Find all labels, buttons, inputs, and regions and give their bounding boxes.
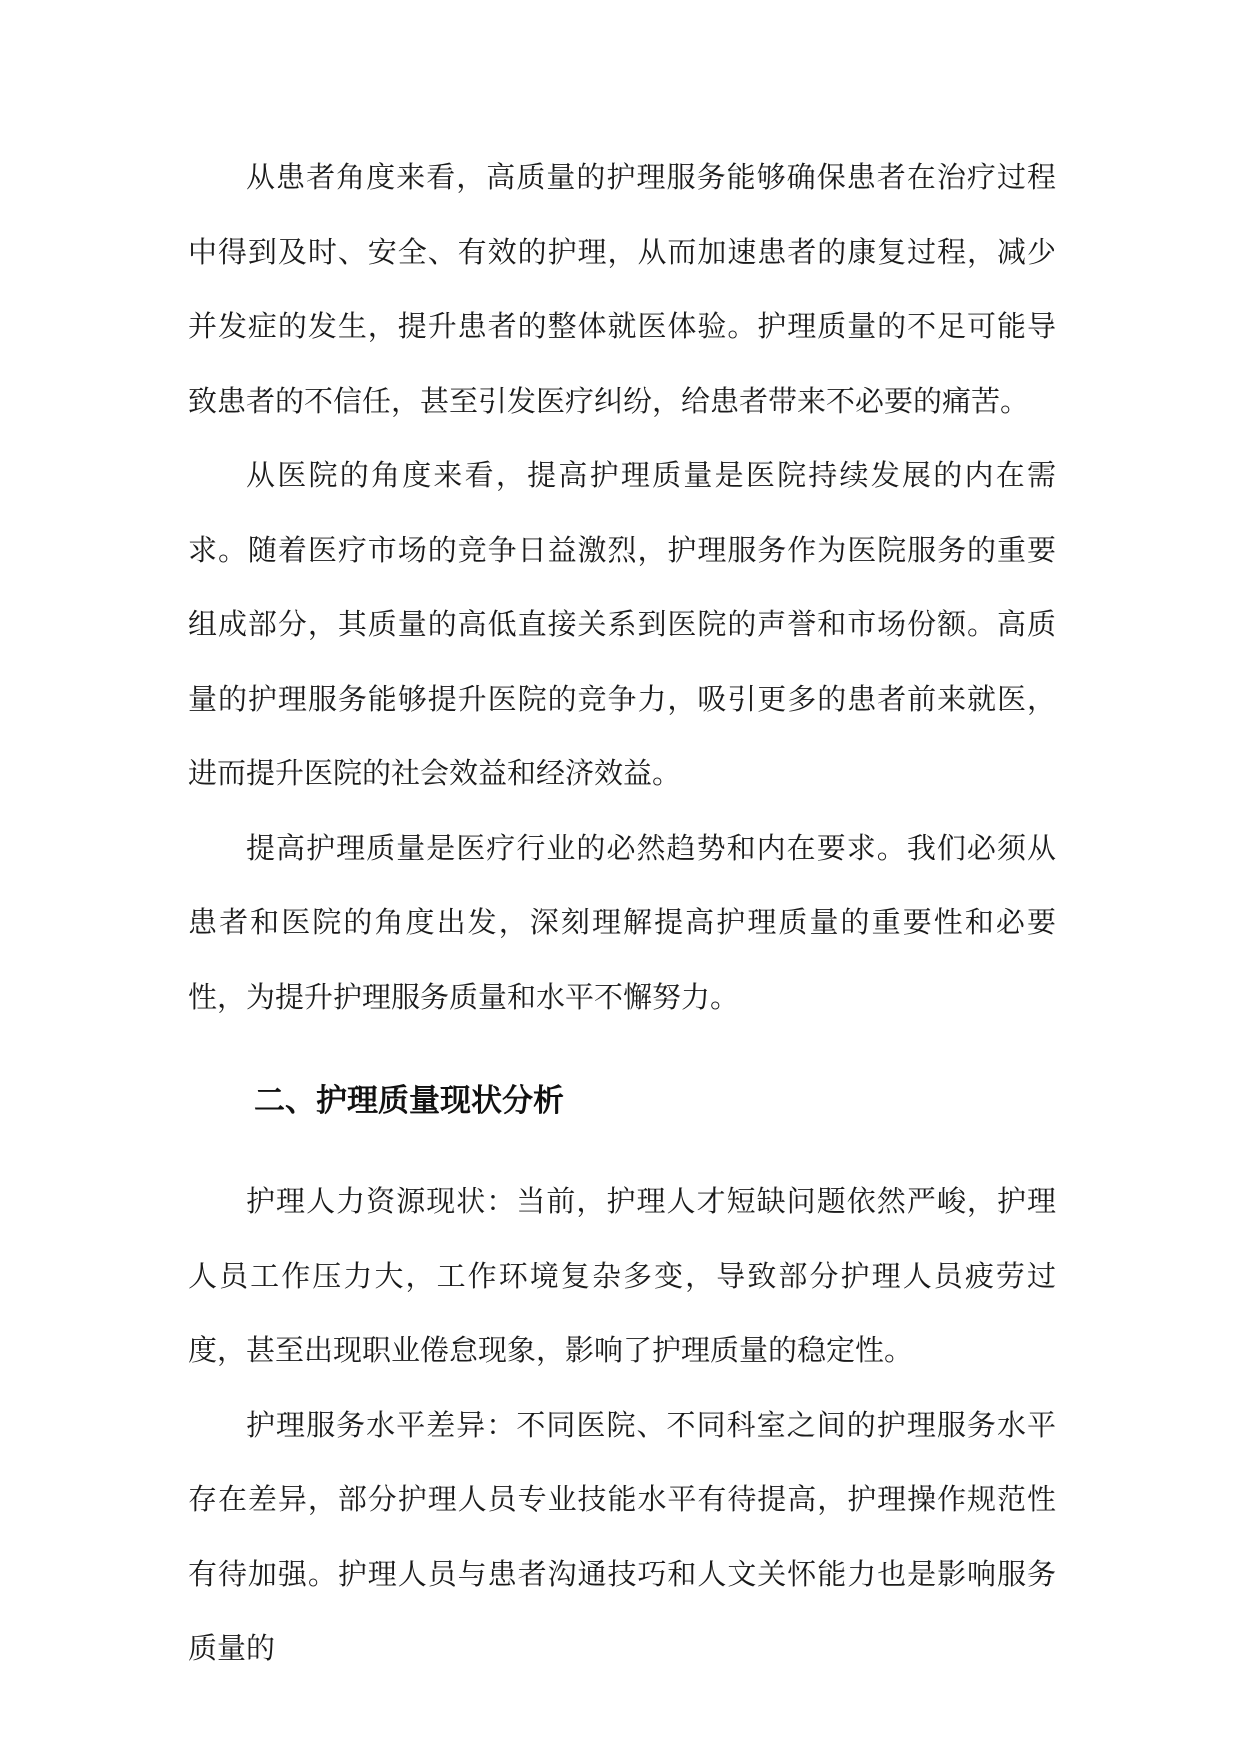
section-heading: 二、护理质量现状分析 bbox=[254, 1083, 564, 1119]
paragraph-conclusion: 提高护理质量是医疗行业的必然趋势和内在要求。我们必须从患者和医院的角度出发，深刻理解提高护理质量的重要性和必要性，为提升护理服务质量和水平不懈努力。 bbox=[188, 830, 1056, 1014]
paragraph-service-level: 护理服务水平差异：不同医院、不同科室之间的护理服务水平存在差异，部分护理人员专业技能水平有待提高，护理操作规范性有待加强。护理人员与患者沟通技巧和人文关怀能力也是影响服务质量的 bbox=[188, 1407, 1056, 1665]
paragraph-human-resources: 护理人力资源现状：当前，护理人才短缺问题依然严峻，护理人员工作压力大，工作环境复杂多变，导致部分护理人员疲劳过度，甚至出现职业倦怠现象，影响了护理质量的稳定性。 bbox=[188, 1184, 1056, 1367]
paragraph-hospital-perspective: 从医院的角度来看，提高护理质量是医院持续发展的内在需求。随着医疗市场的竞争日益激烈，护理服务作为医院服务的重要组成部分，其质量的高低直接关系到医院的声誉和市场份额。高质量的护理服务能够提升医院的竞争力，吸引更多的患者前来就医，进而提升医院的社会效益和经济效益。 bbox=[188, 458, 1056, 790]
document-body bbox=[188, 140, 1056, 1686]
paragraph-patient-perspective: 从患者角度来看，高质量的护理服务能够确保患者在治疗过程中得到及时、安全、有效的护理，从而加速患者的康复过程，减少并发症的发生，提升患者的整体就医体验。护理质量的不足可能导致患者的不信任，甚至引发医疗纠纷，给患者带来不必要的痛苦。 bbox=[188, 160, 1056, 418]
